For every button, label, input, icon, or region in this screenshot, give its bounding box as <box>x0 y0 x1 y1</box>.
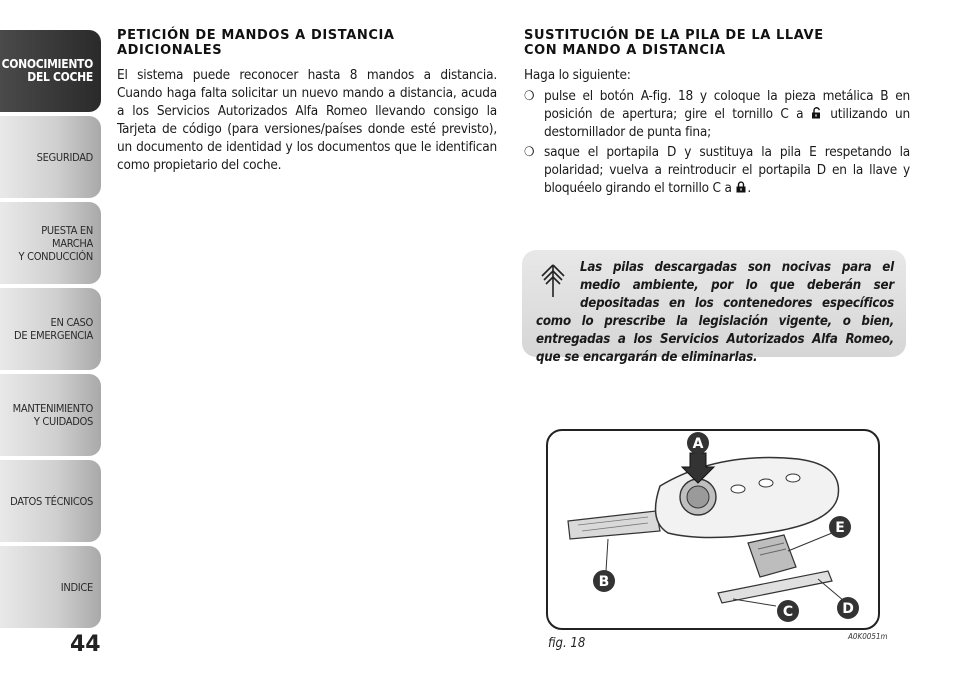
heading-line: PETICIÓN DE MANDOS A DISTANCIA <box>117 28 395 43</box>
tab-puesta-en-marcha[interactable] <box>0 202 101 284</box>
unlock-icon <box>811 107 823 119</box>
key-illustration <box>548 431 878 628</box>
bullet-icon: ❍ <box>524 145 535 160</box>
tab-datos-tecnicos[interactable] <box>0 460 101 542</box>
additional-remotes-paragraph: El sistema puede reconocer hasta 8 mandos a distancia. Cuando haga falta solicitar un nuevo mando a distancia, acuda a los Servicios Autorizados Alfa Romeo llevando consigo la Tarjeta de código (para versiones/países donde esté previsto), un documento de identidad y los documentos que le identifican como propietario del coche. <box>117 67 497 173</box>
tab-label: MANTENIMIENTO Y CUIDADOS <box>12 402 93 428</box>
tab-label: PUESTA EN MARCHA Y CONDUCCIÓN <box>18 223 93 263</box>
tab-label: SEGURIDAD <box>36 150 93 164</box>
step-text: pulse el botón A-fig. 18 y coloque la pieza metálica B en posición de apertura; gire el tornillo C a <box>544 88 910 122</box>
svg-text:E: E <box>835 520 845 536</box>
step-text: . <box>747 180 752 196</box>
tab-mantenimiento[interactable] <box>0 374 101 456</box>
list-item <box>524 143 910 197</box>
tab-label: INDICE <box>60 580 93 594</box>
section-heading-additional-remotes <box>117 28 497 58</box>
callout-d <box>837 597 859 619</box>
figure-caption: fig. 18 <box>548 636 586 651</box>
heading-line: ADICIONALES <box>117 43 223 58</box>
tab-en-caso-de-emergencia[interactable] <box>0 288 101 370</box>
svg-text:D: D <box>842 601 854 617</box>
heading-line: CON MANDO A DISTANCIA <box>524 43 726 58</box>
warning-text: Las pilas descargadas son nocivas para el medio ambiente, por lo que deberán ser depositadas en los contenedores específicos como lo prescribe la legislación vigente, o bien, entregadas a los Servicios Autorizados Alfa Romeo, que se encargarán de eliminarlas. <box>536 260 894 365</box>
heading-line: SUSTITUCIÓN DE LA PILA DE LA LLAVE <box>524 28 824 43</box>
svg-text:A: A <box>692 436 704 452</box>
callout-a <box>687 432 709 454</box>
tab-label: CONOCIMIENTO DEL COCHE <box>1 57 93 84</box>
bullet-icon: ❍ <box>524 89 535 104</box>
right-column <box>524 28 910 199</box>
page-number: 44 <box>70 632 101 657</box>
callout-c <box>777 600 799 622</box>
left-column <box>117 28 497 174</box>
lock-icon <box>735 181 747 193</box>
chapter-sidebar <box>0 30 101 632</box>
step-text: utilizando un destornillador de punta fina; <box>544 106 910 140</box>
environment-warning-box <box>522 250 906 365</box>
callout-e <box>829 516 851 538</box>
section-heading-battery-replacement <box>524 28 910 58</box>
tab-label: DATOS TÉCNICOS <box>10 494 93 508</box>
tab-label: EN CASO DE EMERGENCIA <box>14 316 93 342</box>
tab-indice[interactable] <box>0 546 101 628</box>
figure-key-illustration <box>546 429 880 630</box>
svg-text:C: C <box>782 604 794 620</box>
step-text: saque el portapila D y sustituya la pila E respetando la polaridad; vuelva a reintroducir el portapila D en la llave y bloquéelo girando el tornillo C a <box>544 144 910 196</box>
list-item <box>524 87 910 141</box>
svg-text:B: B <box>598 574 610 590</box>
figure-code: A0K0051m <box>848 632 888 641</box>
callout-b <box>593 570 615 592</box>
recycle-warning-icon <box>536 259 570 303</box>
tab-conocimiento-del-coche[interactable] <box>0 30 101 112</box>
steps-list <box>524 87 910 197</box>
intro-text: Haga lo siguiente: <box>524 67 631 83</box>
tab-seguridad[interactable] <box>0 116 101 198</box>
